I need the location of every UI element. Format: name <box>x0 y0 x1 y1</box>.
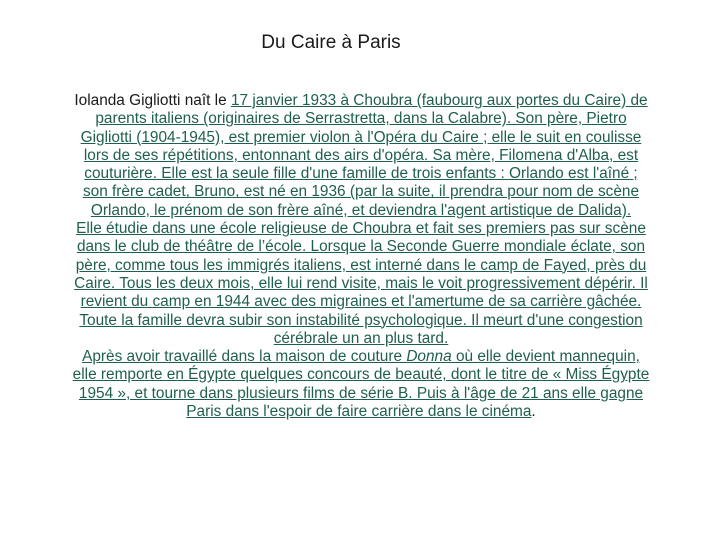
paragraph-paris <box>72 348 650 421</box>
final-period: . <box>531 403 536 421</box>
paragraph-birth <box>72 92 650 220</box>
childhood-link[interactable]: Elle étudie dans une école religieuse de Choubra et fait ses premiers pas sur scène dans le club de théâtre de l’école. Lorsque la Seconde Guerre mondiale éclate, son père, comme tous les immigrés italiens, est interné dans le camp de Fayed, près du Caire. Tous les deux mois, elle lui rend visite, mais le voit progressivement dépérir. Il revient du camp en 1944 avec des migraines et l'amertume de sa carrière gâchée. Toute la famille devra subir son instabilité psychologique. Il meurt d'une congestion cérébrale un an plus tard. <box>74 220 648 347</box>
paragraph-birth-intro: Iolanda Gigliotti naît le <box>74 92 231 109</box>
page-title: Du Caire à Paris <box>261 32 401 53</box>
paris-link-end: où elle devient mannequin, elle remporte en Égypte quelques concours de beauté, dont le titre de « Miss Égypte 1954 », et tourne dans plusieurs films de série B. Puis à l'âge de 21 ans elle gagne Paris dans l'espoir de faire carrière dans le cinéma <box>72 348 650 421</box>
paragraph-childhood <box>72 220 650 348</box>
paris-link-start: Après avoir travaillé dans la maison de couture <box>82 348 407 366</box>
birth-link[interactable]: 17 janvier 1933 à Choubra (faubourg aux portes du Caire) de parents italiens (originaires de Serrastretta, dans la Calabre). Son père, Pietro Gigliotti (1904-1945), est premier violon à l'Opéra du Caire ; elle le suit en coulisse lors de ses répétitions, entonnant des airs d'opéra. Sa mère, Filomena d'Alba, est couturière. Elle est la seule fille d'une famille de trois enfants : Orlando est l'aîné ; son frère cadet, Bruno, est né en 1936 (par la suite, il prendra pour nom de scène Orlando, le prénom de son frère aîné, et deviendra l'agent artistique de Dalida). <box>80 92 648 219</box>
body-text <box>72 92 650 421</box>
donna-italic: Donna <box>406 348 452 366</box>
paris-link[interactable] <box>73 348 650 420</box>
